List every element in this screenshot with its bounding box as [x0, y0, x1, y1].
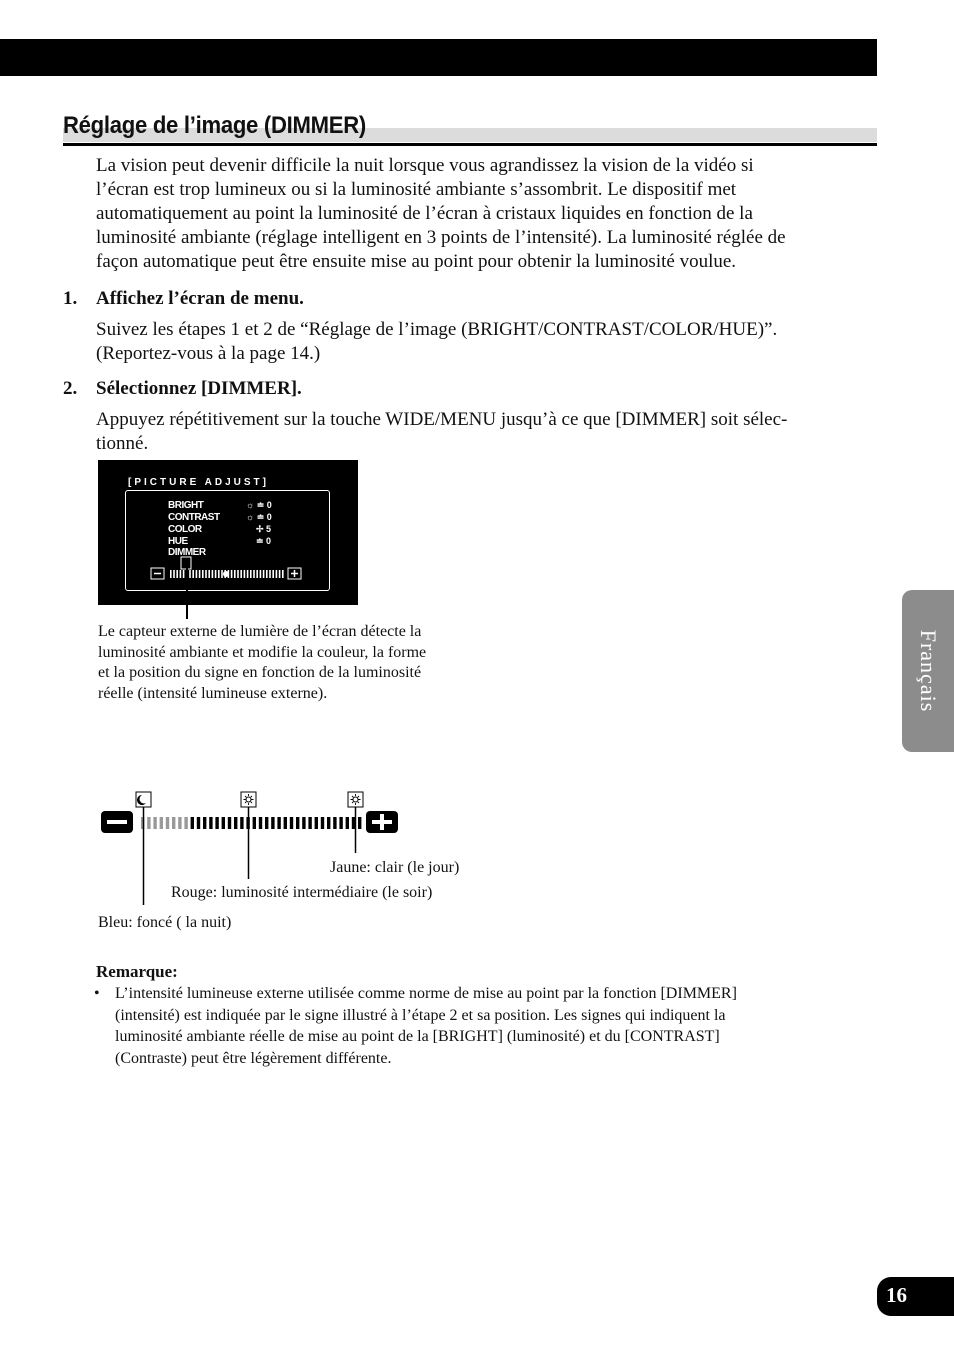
tick — [266, 570, 268, 578]
scale-tick — [327, 817, 330, 829]
screen-item-color: COLOR — [168, 524, 202, 535]
tick — [199, 570, 201, 578]
screen-title: [PICTURE ADJUST] — [128, 477, 269, 488]
caption-line: réelle (intensité lumineuse externe). — [98, 685, 328, 702]
scale-tick — [290, 817, 293, 829]
callout-yellow: Jaune: clair (le jour) — [330, 859, 460, 876]
tick — [218, 570, 220, 578]
scale-tick — [271, 817, 274, 829]
step-number: 1. — [63, 288, 78, 309]
tick — [253, 570, 255, 578]
scale-tick — [321, 817, 324, 829]
scale-tick — [265, 817, 268, 829]
scale-tick — [240, 817, 243, 829]
remark-line: (Contraste) peut être légèrement différente. — [115, 1049, 392, 1067]
scale-tick — [228, 817, 231, 829]
intro-line: luminosité ambiante (réglage intelligent en 3 points de l’intensité). La luminosité réglée de — [96, 227, 786, 248]
screen-value: ≐ 0 — [256, 536, 272, 546]
callout-red: Rouge: luminosité intermédiaire (le soir) — [171, 884, 433, 901]
scale-tick — [277, 817, 280, 829]
scale-tick — [358, 817, 361, 829]
heading-rule — [63, 143, 877, 146]
picture-adjust-screen — [98, 460, 358, 605]
scale-tick — [153, 817, 156, 829]
scale-tick — [203, 817, 206, 829]
screen-value: ☼ ≐ 0 — [246, 512, 272, 522]
tick — [234, 570, 236, 578]
intro-line: La vision peut devenir difficile la nuit lorsque vous agrandissez la vision de la vidéo si — [96, 155, 754, 176]
tick — [272, 570, 274, 578]
scale-tick — [339, 817, 342, 829]
tick — [269, 570, 271, 578]
scale-tick — [209, 817, 212, 829]
caption-line: Le capteur externe de lumière de l’écran détecte la — [98, 623, 422, 640]
callout-blue: Bleu: foncé ( la nuit) — [98, 914, 232, 931]
tick — [276, 570, 278, 578]
intro-line: l’écran est trop lumineux ou si la luminosité ambiante s’assombrit. Le dispositif met — [96, 179, 737, 200]
scale-tick — [284, 817, 287, 829]
scale-tick — [234, 817, 237, 829]
tick — [260, 570, 262, 578]
scale-tick — [191, 817, 194, 829]
page-number-badge — [877, 1277, 954, 1316]
scale-tick — [172, 817, 175, 829]
scale-tick — [346, 817, 349, 829]
screen-item-hue: HUE — [168, 536, 188, 547]
remark-line: luminosité ambiante réelle de mise au point de la [BRIGHT] (luminosité) et du [CONTRAST] — [115, 1028, 720, 1045]
scale-tick — [253, 817, 256, 829]
intro-line: façon automatique peut être ensuite mise au point pour obtenir la luminosité voulue. — [96, 251, 737, 272]
screen-item-dimmer: DIMMER — [168, 547, 206, 558]
screen-dimmer-bar — [98, 460, 358, 605]
scale-tick — [166, 817, 169, 829]
tick — [170, 570, 172, 578]
step-1-heading — [63, 287, 304, 311]
caption-line: et la position du signe en fonction de la luminosité — [98, 664, 422, 681]
page-title: Réglage de l’image (DIMMER) — [63, 112, 366, 139]
step-number: 2. — [63, 378, 78, 399]
tick — [240, 570, 242, 578]
screen-value: ☼ ≐ 0 — [246, 500, 272, 510]
tick — [192, 570, 194, 578]
step-2-line: tionné. — [96, 433, 149, 454]
tick — [237, 570, 239, 578]
scale-tick — [315, 817, 318, 829]
tick — [247, 570, 249, 578]
scale-tick — [222, 817, 225, 829]
leader-line — [186, 567, 188, 619]
remark-line: L’intensité lumineuse externe utilisée comme norme de mise au point par la fonction [DIMMER] — [115, 985, 737, 1002]
tick — [189, 570, 191, 578]
language-tab — [902, 590, 954, 752]
tick — [256, 570, 258, 578]
scale-tick — [178, 817, 181, 829]
tick — [263, 570, 265, 578]
tick — [215, 570, 217, 578]
remark-line: (intensité) est indiquée par le signe illustré à l’étape 2 et sa position. Les signes qui indiquent la — [115, 1006, 726, 1024]
step-1-line: (Reportez-vous à la page 14.) — [96, 343, 321, 364]
remark-title: Remarque: — [96, 962, 178, 981]
screen-item-contrast: CONTRAST — [168, 512, 220, 523]
dimmer-position-marker — [223, 571, 229, 577]
step-2-heading — [63, 377, 302, 401]
header-bar — [0, 39, 877, 76]
tick — [212, 570, 214, 578]
tick — [231, 570, 233, 578]
scale-tick — [333, 817, 336, 829]
tick — [250, 570, 252, 578]
tick — [196, 570, 198, 578]
scale-ticks — [141, 817, 361, 829]
scale-tick — [259, 817, 262, 829]
scale-tick — [302, 817, 305, 829]
caption-line: luminosité ambiante et modifie la couleur, la forme — [98, 644, 427, 661]
scale-tick — [296, 817, 299, 829]
step-1-line: Suivez les étapes 1 et 2 de “Réglage de l’image (BRIGHT/CONTRAST/COLOR/HUE)”. — [96, 319, 778, 340]
scale-tick — [160, 817, 163, 829]
scale-tick — [147, 817, 150, 829]
intro-line: automatiquement au point la luminosité de l’écran à cristaux liquides en fonction de la — [96, 203, 753, 224]
tick — [208, 570, 210, 578]
tick — [279, 570, 281, 578]
bullet: • — [94, 985, 100, 1002]
step-2-line: Appuyez répétitivement sur la touche WIDE/MENU jusqu’à ce que [DIMMER] soit sélec- — [96, 409, 788, 430]
screen-value: ✢ 5 — [256, 524, 272, 534]
scale-tick — [215, 817, 218, 829]
scale-tick — [352, 817, 355, 829]
tick — [173, 570, 175, 578]
scale-tick — [197, 817, 200, 829]
step-title: Affichez l’écran de menu. — [96, 288, 304, 309]
language-label: Français — [916, 629, 941, 713]
scale-tick — [308, 817, 311, 829]
section-heading — [63, 110, 877, 146]
page-number: 16 — [886, 1283, 907, 1307]
tick — [244, 570, 246, 578]
screen-item-bright: BRIGHT — [168, 500, 204, 511]
step-title: Sélectionnez [DIMMER]. — [96, 378, 302, 399]
tick — [282, 570, 284, 578]
tick — [202, 570, 204, 578]
scale-tick — [184, 817, 187, 829]
remark-text — [96, 983, 836, 1069]
tick — [176, 570, 178, 578]
tick — [180, 570, 182, 578]
tick — [205, 570, 207, 578]
tick — [183, 570, 185, 578]
tick — [221, 570, 223, 578]
